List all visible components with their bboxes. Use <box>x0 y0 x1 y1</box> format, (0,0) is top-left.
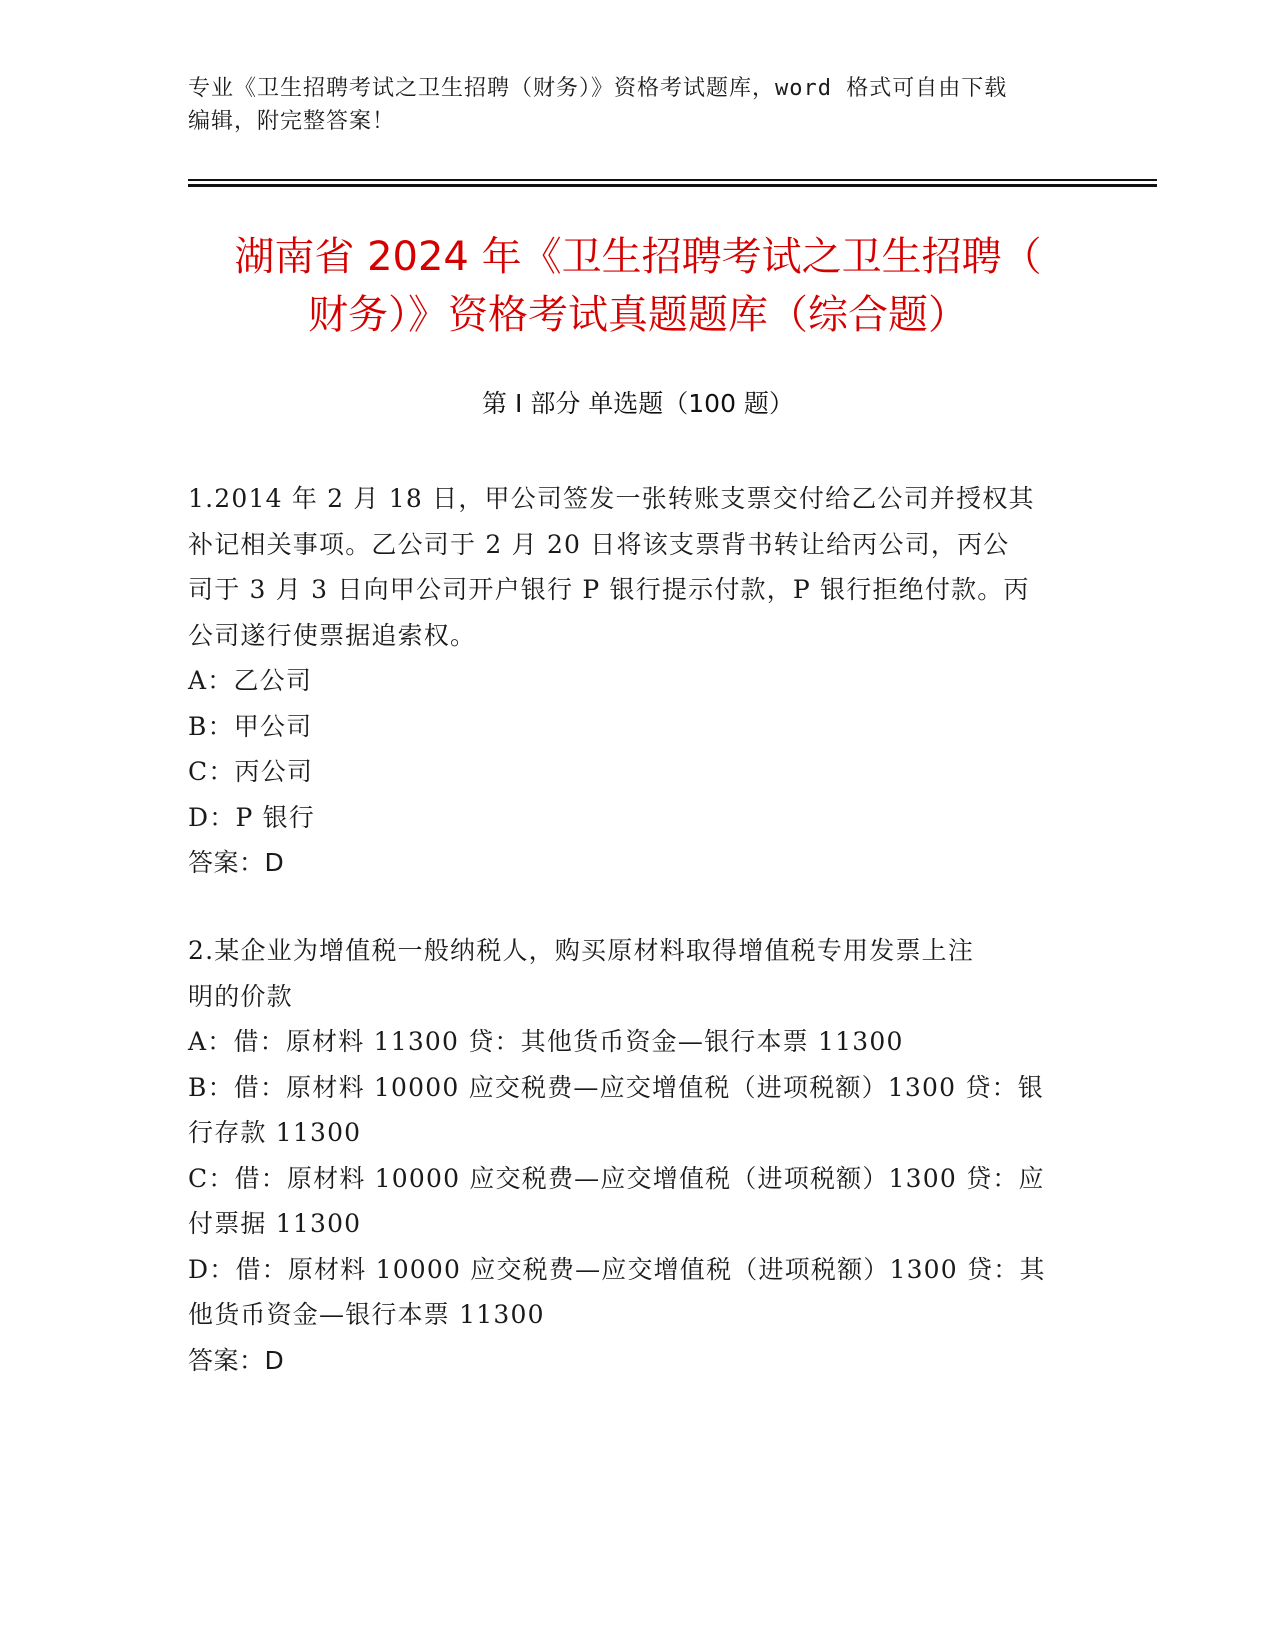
header-line: 专业《卫生招聘考试之卫生招聘（财务）》资格考试题库，word 格式可自由下载 <box>188 76 1008 101</box>
title-line: 财务）》资格考试真题题库（综合题） <box>308 292 968 338</box>
header-line: 编辑，附完整答案！ <box>188 109 396 134</box>
option-c-continued: 付票据 11300 <box>188 1209 362 1238</box>
question-stem-line: 补记相关事项。乙公司于 2 月 20 日将该支票背书转让给丙公司，丙公 <box>188 529 1010 559</box>
option-c: C：丙公司 <box>188 757 314 786</box>
option-c: C：借：原材料 10000 应交税费—应交增值税（进项税额）1300 贷：应 <box>188 1163 1045 1193</box>
option-d: D：借：原材料 10000 应交税费—应交增值税（进项税额）1300 贷：其 <box>188 1254 1046 1284</box>
header-divider-thin <box>188 179 1157 181</box>
question-2 <box>188 928 1088 1383</box>
document-header <box>188 72 1088 138</box>
question-stem-line: 司于 3 月 3 日向甲公司开户银行 P 银行提示付款，P 银行拒绝付款。丙 <box>188 575 1030 604</box>
answer: 答案：D <box>188 1345 285 1375</box>
option-d-continued: 他货币资金—银行本票 11300 <box>188 1300 545 1329</box>
question-stem-line: 明的价款 <box>188 981 293 1011</box>
document-title <box>188 228 1088 344</box>
option-a: A：借：原材料 11300 贷：其他货币资金—银行本票 11300 <box>188 1027 904 1056</box>
option-b-continued: 行存款 11300 <box>188 1118 362 1147</box>
option-b: B：甲公司 <box>188 711 313 741</box>
title-line: 湖南省 2024 年《卫生招聘考试之卫生招聘（ <box>234 234 1042 280</box>
header-divider-thick <box>188 184 1157 187</box>
option-d: D：P 银行 <box>188 802 316 832</box>
section-heading: 第 I 部分 单选题（100 题） <box>482 389 794 418</box>
question-1 <box>188 476 1088 886</box>
question-stem-line: 公司遂行使票据追索权。 <box>188 620 477 650</box>
option-a: A：乙公司 <box>188 666 313 695</box>
question-stem-line: 1.2014 年 2 月 18 日，甲公司签发一张转账支票交付给乙公司并授权其 <box>188 484 1035 513</box>
question-stem-line: 2.某企业为增值税一般纳税人，购买原材料取得增值税专用发票上注 <box>188 936 975 965</box>
answer: 答案：D <box>188 848 285 877</box>
option-b: B：借：原材料 10000 应交税费—应交增值税（进项税额）1300 贷：银 <box>188 1072 1044 1102</box>
